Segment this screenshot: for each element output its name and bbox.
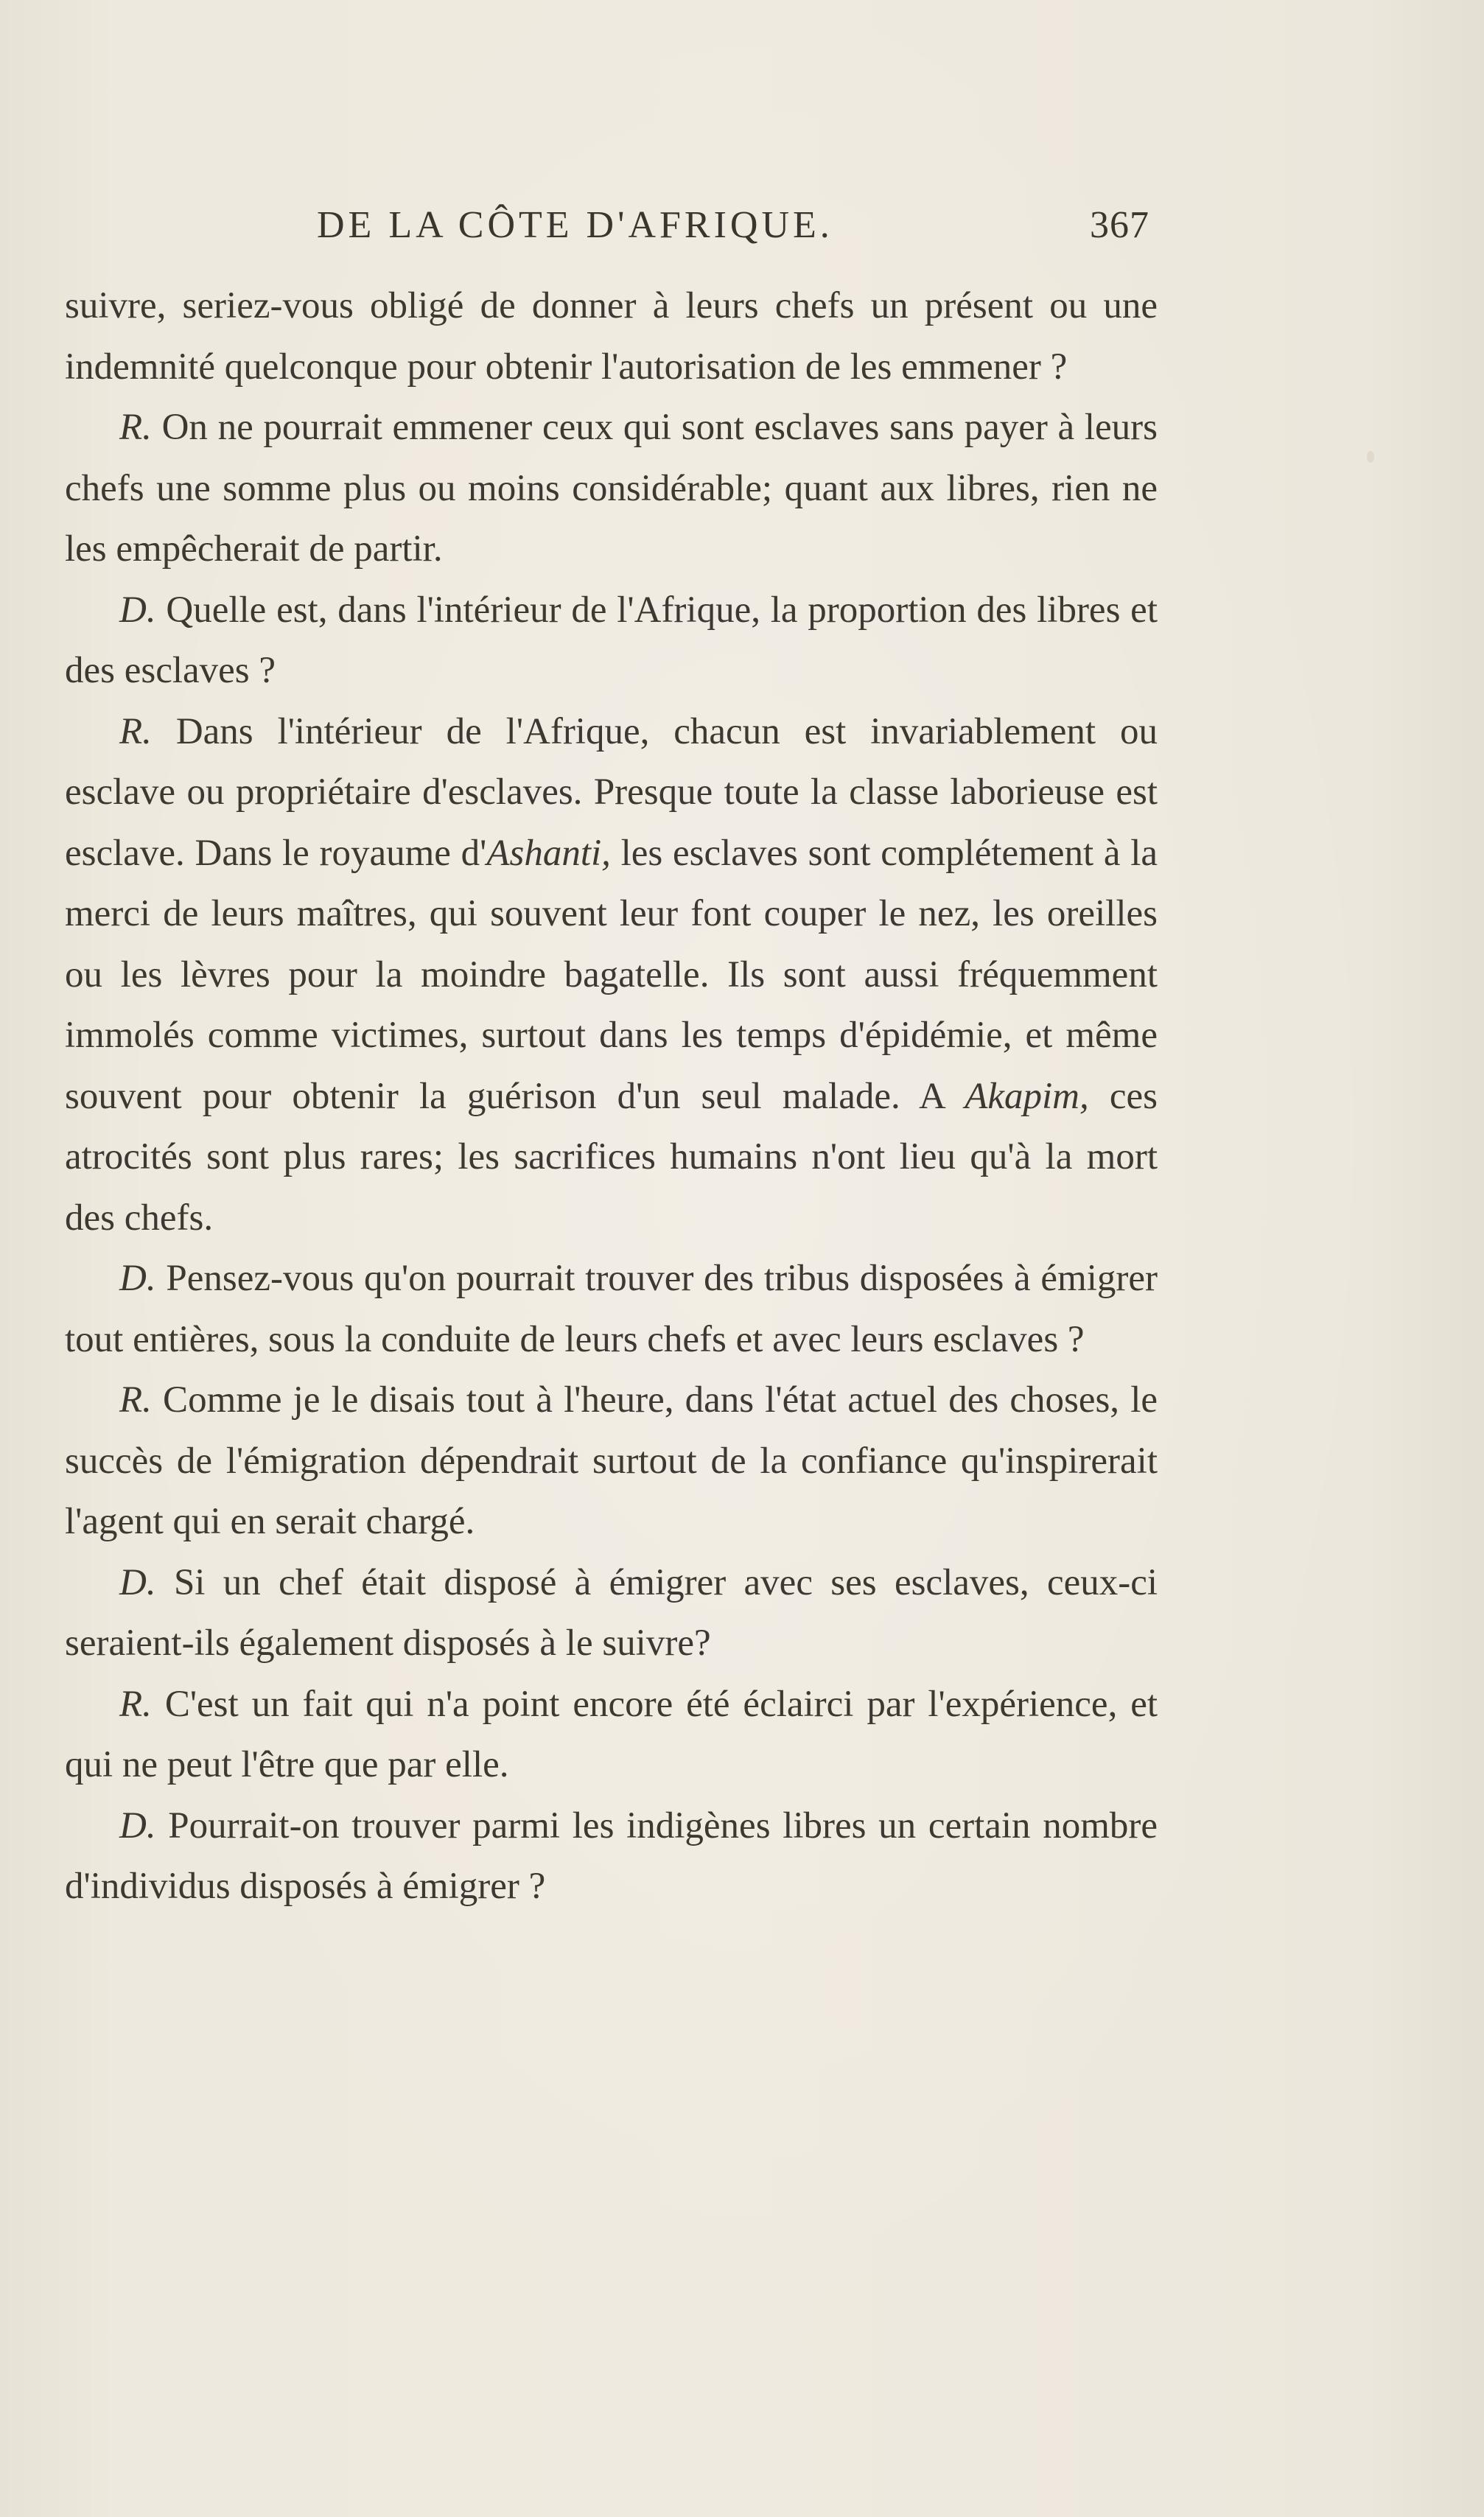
paragraph-text: Dans l'intérieur de l'Afrique, chacun est invariablement ou esclave ou propriétaire d'esclaves. Presque toute la classe laborieuse est esclave. Dans le royaume d' [65, 710, 1158, 874]
paragraph-text: Pensez-vous qu'on pourrait trouver des tribus disposées à émigrer tout entières, sous la conduite de leurs chefs et avec leurs esclaves ? [65, 1258, 1158, 1360]
running-title: DE LA CÔTE D'AFRIQUE. [317, 204, 833, 246]
paragraph-text: On ne pourrait emmener ceux qui sont esclaves sans payer à leurs chefs une somme plus ou moins considérable; quant aux libres, rien ne les empêcherait de partir. [65, 407, 1158, 570]
speaker-label: R. [119, 407, 152, 448]
paragraph-question [65, 1248, 1158, 1370]
speaker-label: R. [119, 1683, 152, 1725]
speaker-label: R. [119, 1379, 152, 1421]
body-text [65, 276, 1158, 1917]
paragraph-text: Comme je le disais tout à l'heure, dans l'état actuel des choses, le succès de l'émigration dépendrait surtout de la confiance qu'inspirerait l'agent qui en serait chargé. [65, 1379, 1158, 1542]
speaker-label: D. [119, 589, 156, 631]
running-head [317, 203, 1149, 262]
paragraph-text: ces atrocités sont plus rares; les sacrifices humains n'ont lieu qu'à la mort des chefs. [65, 1075, 1158, 1239]
speaker-label: R. [119, 710, 152, 752]
speaker-label: D. [119, 1561, 156, 1603]
place-name: Ashanti, [486, 832, 611, 874]
paragraph-answer [65, 1370, 1158, 1552]
paragraph-text: C'est un fait qui n'a point encore été éclairci par l'expérience, et qui ne peut l'être que par elle. [65, 1683, 1158, 1785]
paragraph-text: Pourrait-on trouver parmi les indigènes libres un certain nombre d'individus disposés à émigrer ? [65, 1804, 1158, 1907]
paragraph-question [65, 1552, 1158, 1674]
paragraph-text: Si un chef était disposé à émigrer avec ses esclaves, ceux-ci seraient-ils également disposés à le suivre? [65, 1561, 1158, 1664]
place-name: Akapim, [965, 1075, 1089, 1117]
paragraph-text: suivre, seriez-vous obligé de donner à leurs chefs un présent ou une indemnité quelconque pour obtenir l'autorisation de les emmener ? [65, 285, 1158, 388]
paragraph-answer [65, 1674, 1158, 1796]
speaker-label: D. [119, 1804, 156, 1846]
speaker-label: D. [119, 1258, 156, 1299]
page-number: 367 [1090, 204, 1149, 246]
paragraph-text: Quelle est, dans l'intérieur de l'Afrique, la proportion des libres et des esclaves ? [65, 589, 1158, 691]
paragraph-text: les esclaves sont complétement à la merci de leurs maîtres, qui souvent leur font couper le nez, les oreilles ou les lèvres pour la moindre bagatelle. Ils sont aussi fréquemment immolés comme victimes, surtout dans les temps d'épidémie, et même souvent pour obtenir la guérison d'un seul malade. A [65, 832, 1158, 1117]
paragraph-question [65, 580, 1158, 701]
paragraph-answer [65, 397, 1158, 580]
paragraph-question [65, 1796, 1158, 1917]
paragraph-continuation [65, 276, 1158, 397]
paragraph-answer [65, 701, 1158, 1249]
paper-stain [1367, 451, 1374, 463]
